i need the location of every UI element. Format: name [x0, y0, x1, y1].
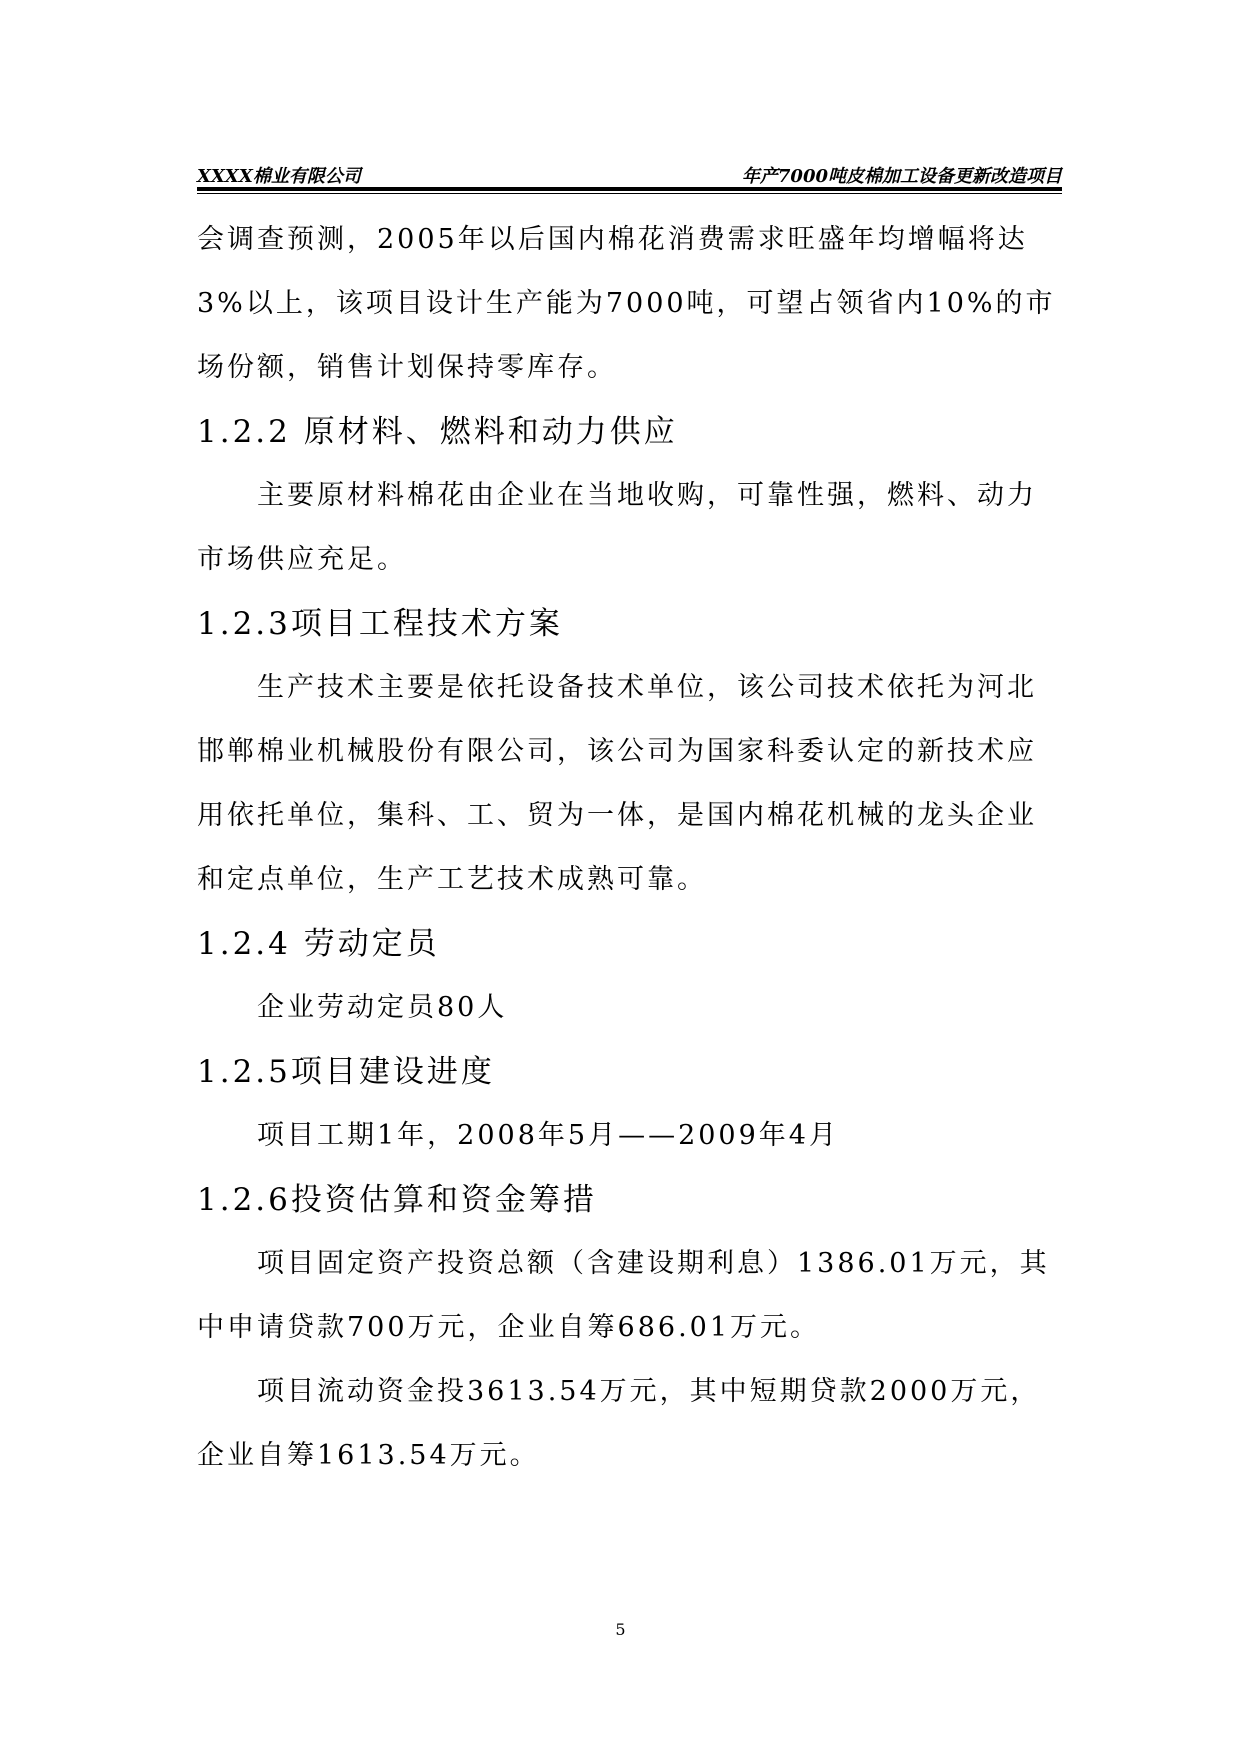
- heading-raw-materials: 1.2.2 原材料、燃料和动力供应: [197, 414, 678, 450]
- heading-investment: 1.2.6投资估算和资金筹措: [197, 1182, 597, 1218]
- heading-technical-plan: 1.2.3项目工程技术方案: [197, 606, 563, 642]
- header-company-name: XXXX棉业有限公司: [197, 166, 361, 187]
- paragraph-working-capital: 项目流动资金投3613.54万元，其中短期贷款2000万元，企业自筹1613.54万元。: [197, 1376, 1041, 1471]
- document-body: [197, 208, 1062, 1488]
- heading-schedule: 1.2.5项目建设进度: [197, 1054, 495, 1090]
- header-rule: [197, 187, 1062, 191]
- header-rule-thin: [197, 193, 1062, 194]
- paragraph-fixed-investment: 项目固定资产投资总额（含建设期利息）1386.01万元，其中申请贷款700万元，企业自筹686.01万元。: [197, 1248, 1050, 1343]
- page-header: [197, 160, 1062, 186]
- paragraph-staffing: 企业劳动定员80人: [257, 992, 508, 1023]
- paragraph-schedule: 项目工期1年，2008年5月——2009年4月: [257, 1120, 839, 1151]
- heading-staffing: 1.2.4 劳动定员: [197, 926, 440, 962]
- paragraph-technical-plan: 生产技术主要是依托设备技术单位，该公司技术依托为河北邯郸棉业机械股份有限公司，该公司为国家科委认定的新技术应用依托单位，集科、工、贸为一体，是国内棉花机械的龙头企业和定点单位，生产工艺技术成熟可靠。: [197, 672, 1037, 895]
- header-project-title: 年产7000吨皮棉加工设备更新改造项目: [741, 166, 1062, 187]
- page-number: 5: [615, 1620, 626, 1639]
- paragraph-market-forecast: 会调查预测，2005年以后国内棉花消费需求旺盛年均增幅将达3%以上，该项目设计生产能为7000吨，可望占领省内10%的市场份额，销售计划保持零库存。: [197, 224, 1056, 383]
- paragraph-raw-materials: 主要原材料棉花由企业在当地收购，可靠性强，燃料、动力市场供应充足。: [197, 480, 1037, 575]
